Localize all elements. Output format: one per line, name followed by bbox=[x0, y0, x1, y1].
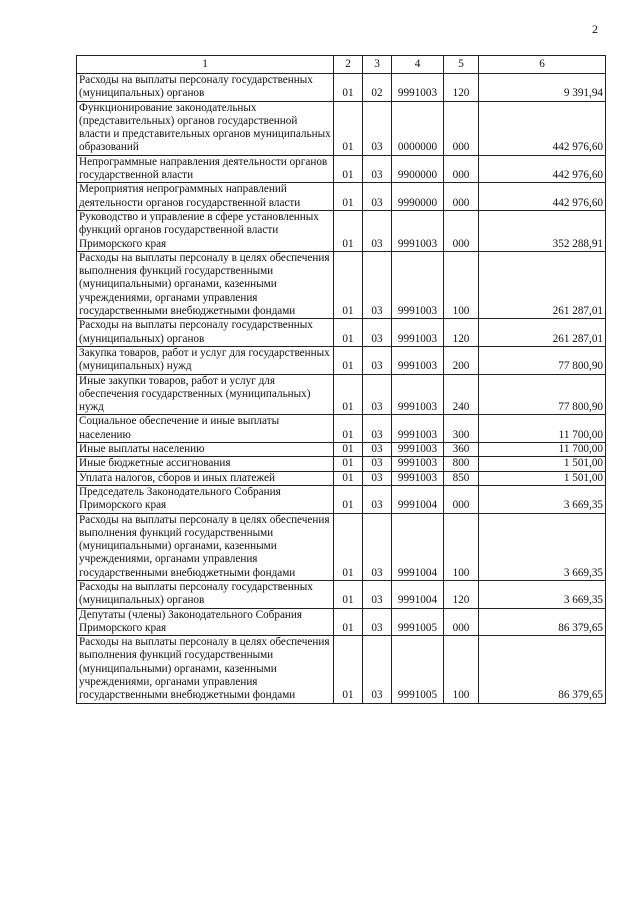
cell-amount: 261 287,01 bbox=[479, 251, 606, 318]
cell-name: Уплата налогов, сборов и иных платежей bbox=[77, 471, 334, 485]
cell-expense-type: 100 bbox=[444, 513, 479, 580]
cell-section: 01 bbox=[334, 155, 363, 183]
cell-section: 01 bbox=[334, 374, 363, 415]
table-body bbox=[77, 74, 606, 704]
cell-amount: 11 700,00 bbox=[479, 415, 606, 443]
header-col-expense-type: 5 bbox=[444, 56, 479, 74]
table-row bbox=[77, 443, 606, 457]
cell-name: Функционирование законодательных (представительных) органов государственной власти и представительных органов муниципальных образований bbox=[77, 101, 334, 155]
cell-name: Иные бюджетные ассигнования bbox=[77, 457, 334, 471]
cell-target-article: 9991004 bbox=[392, 580, 444, 608]
cell-amount: 261 287,01 bbox=[479, 319, 606, 347]
cell-subsection: 03 bbox=[363, 251, 392, 318]
cell-section: 01 bbox=[334, 415, 363, 443]
cell-amount: 86 379,65 bbox=[479, 608, 606, 636]
cell-subsection: 03 bbox=[363, 471, 392, 485]
cell-expense-type: 300 bbox=[444, 415, 479, 443]
cell-amount: 3 669,35 bbox=[479, 485, 606, 513]
cell-section: 01 bbox=[334, 580, 363, 608]
cell-name: Непрограммные направления деятельности органов государственной власти bbox=[77, 155, 334, 183]
header-col-section: 2 bbox=[334, 56, 363, 74]
cell-subsection: 02 bbox=[363, 74, 392, 102]
cell-target-article: 9990000 bbox=[392, 183, 444, 211]
table-row bbox=[77, 374, 606, 415]
cell-expense-type: 000 bbox=[444, 101, 479, 155]
cell-target-article: 9991003 bbox=[392, 74, 444, 102]
cell-amount: 3 669,35 bbox=[479, 580, 606, 608]
cell-expense-type: 000 bbox=[444, 155, 479, 183]
cell-amount: 352 288,91 bbox=[479, 210, 606, 251]
cell-section: 01 bbox=[334, 457, 363, 471]
cell-section: 01 bbox=[334, 471, 363, 485]
cell-target-article: 9991004 bbox=[392, 485, 444, 513]
cell-name: Социальное обеспечение и иные выплаты населению bbox=[77, 415, 334, 443]
cell-target-article: 9991003 bbox=[392, 319, 444, 347]
cell-section: 01 bbox=[334, 346, 363, 374]
header-row bbox=[77, 56, 606, 74]
cell-name: Руководство и управление в сфере установленных функций органов государственной власти Приморского края bbox=[77, 210, 334, 251]
table-row bbox=[77, 210, 606, 251]
cell-target-article: 9991003 bbox=[392, 457, 444, 471]
budget-table bbox=[76, 55, 606, 704]
cell-subsection: 03 bbox=[363, 636, 392, 703]
cell-expense-type: 000 bbox=[444, 608, 479, 636]
cell-subsection: 03 bbox=[363, 443, 392, 457]
cell-section: 01 bbox=[334, 74, 363, 102]
cell-amount: 442 976,60 bbox=[479, 155, 606, 183]
cell-target-article: 9991003 bbox=[392, 415, 444, 443]
cell-expense-type: 120 bbox=[444, 580, 479, 608]
cell-target-article: 0000000 bbox=[392, 101, 444, 155]
table-row bbox=[77, 636, 606, 703]
cell-target-article: 9991003 bbox=[392, 251, 444, 318]
cell-subsection: 03 bbox=[363, 101, 392, 155]
cell-name: Иные выплаты населению bbox=[77, 443, 334, 457]
cell-expense-type: 120 bbox=[444, 74, 479, 102]
cell-section: 01 bbox=[334, 183, 363, 211]
cell-target-article: 9991003 bbox=[392, 210, 444, 251]
cell-subsection: 03 bbox=[363, 608, 392, 636]
header-col-target-article: 4 bbox=[392, 56, 444, 74]
cell-target-article: 9991003 bbox=[392, 471, 444, 485]
cell-target-article: 9991005 bbox=[392, 608, 444, 636]
table-row bbox=[77, 415, 606, 443]
cell-name: Мероприятия непрограммных направлений деятельности органов государственной власти bbox=[77, 183, 334, 211]
cell-subsection: 03 bbox=[363, 485, 392, 513]
cell-name: Иные закупки товаров, работ и услуг для обеспечения государственных (муниципальных) нужд bbox=[77, 374, 334, 415]
cell-section: 01 bbox=[334, 251, 363, 318]
table-row bbox=[77, 101, 606, 155]
cell-subsection: 03 bbox=[363, 319, 392, 347]
cell-section: 01 bbox=[334, 319, 363, 347]
cell-section: 01 bbox=[334, 443, 363, 457]
cell-expense-type: 100 bbox=[444, 251, 479, 318]
cell-subsection: 03 bbox=[363, 210, 392, 251]
cell-target-article: 9991003 bbox=[392, 443, 444, 457]
table-row bbox=[77, 183, 606, 211]
cell-amount: 77 800,90 bbox=[479, 346, 606, 374]
cell-section: 01 bbox=[334, 513, 363, 580]
cell-expense-type: 800 bbox=[444, 457, 479, 471]
cell-name: Расходы на выплаты персоналу в целях обеспечения выполнения функций государственными (муниципальными) органами, казенными учреждениями, органами управления государственными внебюджетными фондами bbox=[77, 251, 334, 318]
cell-name: Расходы на выплаты персоналу государственных (муниципальных) органов bbox=[77, 319, 334, 347]
cell-amount: 77 800,90 bbox=[479, 374, 606, 415]
cell-name: Расходы на выплаты персоналу в целях обеспечения выполнения функций государственными (муниципальными) органами, казенными учреждениями, органами управления государственными внебюджетными фондами bbox=[77, 636, 334, 703]
cell-amount: 1 501,00 bbox=[479, 471, 606, 485]
table-row bbox=[77, 485, 606, 513]
cell-target-article: 9991003 bbox=[392, 346, 444, 374]
cell-target-article: 9991003 bbox=[392, 374, 444, 415]
cell-section: 01 bbox=[334, 636, 363, 703]
cell-subsection: 03 bbox=[363, 457, 392, 471]
table-row bbox=[77, 457, 606, 471]
cell-amount: 86 379,65 bbox=[479, 636, 606, 703]
cell-amount: 442 976,60 bbox=[479, 101, 606, 155]
table-row bbox=[77, 319, 606, 347]
cell-expense-type: 000 bbox=[444, 210, 479, 251]
table-row bbox=[77, 155, 606, 183]
cell-target-article: 9900000 bbox=[392, 155, 444, 183]
table-row bbox=[77, 251, 606, 318]
cell-amount: 442 976,60 bbox=[479, 183, 606, 211]
cell-amount: 11 700,00 bbox=[479, 443, 606, 457]
table-row bbox=[77, 471, 606, 485]
cell-expense-type: 000 bbox=[444, 485, 479, 513]
header-col-subsection: 3 bbox=[363, 56, 392, 74]
header-col-amount: 6 bbox=[479, 56, 606, 74]
cell-subsection: 03 bbox=[363, 580, 392, 608]
cell-section: 01 bbox=[334, 101, 363, 155]
cell-subsection: 03 bbox=[363, 513, 392, 580]
cell-expense-type: 240 bbox=[444, 374, 479, 415]
cell-target-article: 9991004 bbox=[392, 513, 444, 580]
cell-section: 01 bbox=[334, 485, 363, 513]
cell-expense-type: 200 bbox=[444, 346, 479, 374]
cell-amount: 9 391,94 bbox=[479, 74, 606, 102]
cell-name: Председатель Законодательного Собрания Приморского края bbox=[77, 485, 334, 513]
cell-amount: 1 501,00 bbox=[479, 457, 606, 471]
cell-subsection: 03 bbox=[363, 374, 392, 415]
table-row bbox=[77, 580, 606, 608]
cell-expense-type: 100 bbox=[444, 636, 479, 703]
cell-subsection: 03 bbox=[363, 155, 392, 183]
cell-subsection: 03 bbox=[363, 183, 392, 211]
cell-name: Депутаты (члены) Законодательного Собрания Приморского края bbox=[77, 608, 334, 636]
cell-name: Расходы на выплаты персоналу государственных (муниципальных) органов bbox=[77, 74, 334, 102]
cell-name: Расходы на выплаты персоналу в целях обеспечения выполнения функций государственными (муниципальными) органами, казенными учреждениями, органами управления государственными внебюджетными фондами bbox=[77, 513, 334, 580]
cell-target-article: 9991005 bbox=[392, 636, 444, 703]
table-row bbox=[77, 608, 606, 636]
header-col-name: 1 bbox=[77, 56, 334, 74]
cell-expense-type: 000 bbox=[444, 183, 479, 211]
table-row bbox=[77, 513, 606, 580]
cell-section: 01 bbox=[334, 210, 363, 251]
cell-expense-type: 850 bbox=[444, 471, 479, 485]
table-row bbox=[77, 74, 606, 102]
cell-section: 01 bbox=[334, 608, 363, 636]
cell-name: Расходы на выплаты персоналу государственных (муниципальных) органов bbox=[77, 580, 334, 608]
cell-subsection: 03 bbox=[363, 346, 392, 374]
cell-expense-type: 120 bbox=[444, 319, 479, 347]
cell-subsection: 03 bbox=[363, 415, 392, 443]
cell-amount: 3 669,35 bbox=[479, 513, 606, 580]
table-row bbox=[77, 346, 606, 374]
cell-expense-type: 360 bbox=[444, 443, 479, 457]
cell-name: Закупка товаров, работ и услуг для государственных (муниципальных) нужд bbox=[77, 346, 334, 374]
page-number: 2 bbox=[592, 22, 598, 36]
